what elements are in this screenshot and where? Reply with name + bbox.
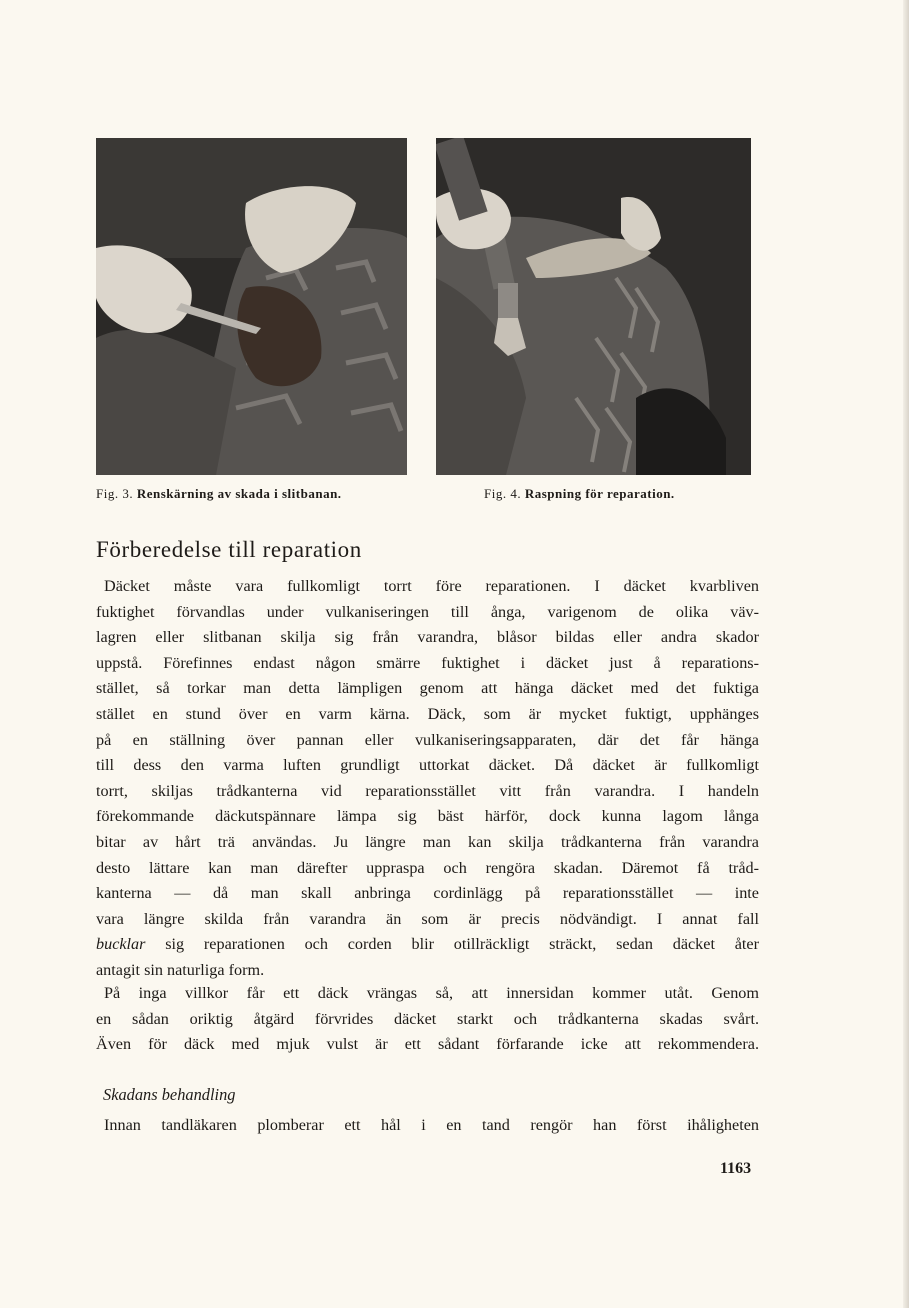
tire-rasping-photo: [436, 138, 751, 475]
text-line: till dess den varma luften grundligt uttorkat däcket. Då däcket är fullkomligt: [96, 756, 759, 775]
text-line: desto lättare kan man därefter uppraspa och rengöra skadan. Däremot få tråd-: [96, 858, 759, 877]
subheading: Skadans behandling: [103, 1085, 236, 1104]
text-line: stället en stund över en varm kärna. Däck, som är mycket fuktigt, upphänges: [96, 704, 759, 723]
text-line: på en ställning över pannan eller vulkaniseringsapparaten, där det får hänga: [96, 730, 759, 749]
figure-4-photo: [436, 138, 751, 475]
figure-4-caption: [484, 486, 675, 502]
text-line: lagren eller slitbanan skilja sig från varandra, blåsor bildas eller andra skador: [96, 628, 759, 647]
page-edge: [903, 0, 909, 1308]
text-line: Däcket måste vara fullkomligt torrt före reparationen. I däcket kvarbliven: [104, 577, 759, 595]
text-line: torrt, skiljas trådkanterna vid reparationsstället vitt från varandra. I handeln: [96, 781, 759, 800]
paragraph-2: [96, 981, 759, 1058]
figure-3-number: Fig. 3.: [96, 486, 134, 501]
text-line-with-italic: [96, 932, 759, 958]
text-line: Även för däck med mjuk vulst är ett sådant förfarande icke att rekommendera.: [96, 1035, 759, 1054]
paragraph-1: [96, 574, 759, 984]
page-number: 1163: [720, 1160, 752, 1177]
text-line: stället, så torkar man detta lämpligen genom att hänga däcket med det fuktiga: [96, 679, 759, 698]
figure-4-number: Fig. 4.: [484, 486, 522, 501]
tire-cutting-photo: [96, 138, 407, 475]
section-heading: Förberedelse till reparation: [96, 537, 362, 562]
figure-3-photo: [96, 138, 407, 475]
text-line: antagit sin naturliga form.: [96, 960, 265, 979]
paragraph-3: [96, 1113, 759, 1139]
text-line: fuktighet förvandlas under vulkaniseringen till ånga, varigenom de olika väv-: [96, 602, 759, 621]
figure-4-caption-text: Raspning för reparation.: [524, 486, 675, 501]
italic-word: bucklar: [96, 935, 146, 954]
text-line: På inga villkor får ett däck vrängas så, att innersidan kommer utåt. Genom: [104, 984, 759, 1002]
text-line: kanterna — då man skall anbringa cordinlägg på reparationsstället — inte: [96, 884, 759, 903]
figure-3-caption: [96, 486, 342, 502]
text-line: uppstå. Förefinnes endast någon smärre fuktighet i däcket just å reparations-: [96, 653, 759, 672]
text-line-rest: sig reparationen och corden blir otillräckligt sträckt, sedan däcket åter: [165, 935, 759, 954]
text-line: en sådan oriktig åtgärd förvrides däcket starkt och trådkanterna skadas svårt.: [96, 1009, 759, 1028]
text-line: vara längre skilda från varandra än som är precis nödvändigt. I annat fall: [96, 909, 759, 928]
text-line: Innan tandläkaren plomberar ett hål i en tand rengör han först ihåligheten: [104, 1116, 759, 1134]
figure-3-caption-text: Renskärning av skada i slitbanan.: [136, 486, 342, 501]
text-line: förekommande däckutspännare lämpa sig bäst härför, dock kunna lagom långa: [96, 807, 759, 826]
text-line: bitar av hårt trä användas. Ju längre man kan skilja trådkanterna från varandra: [96, 832, 759, 851]
